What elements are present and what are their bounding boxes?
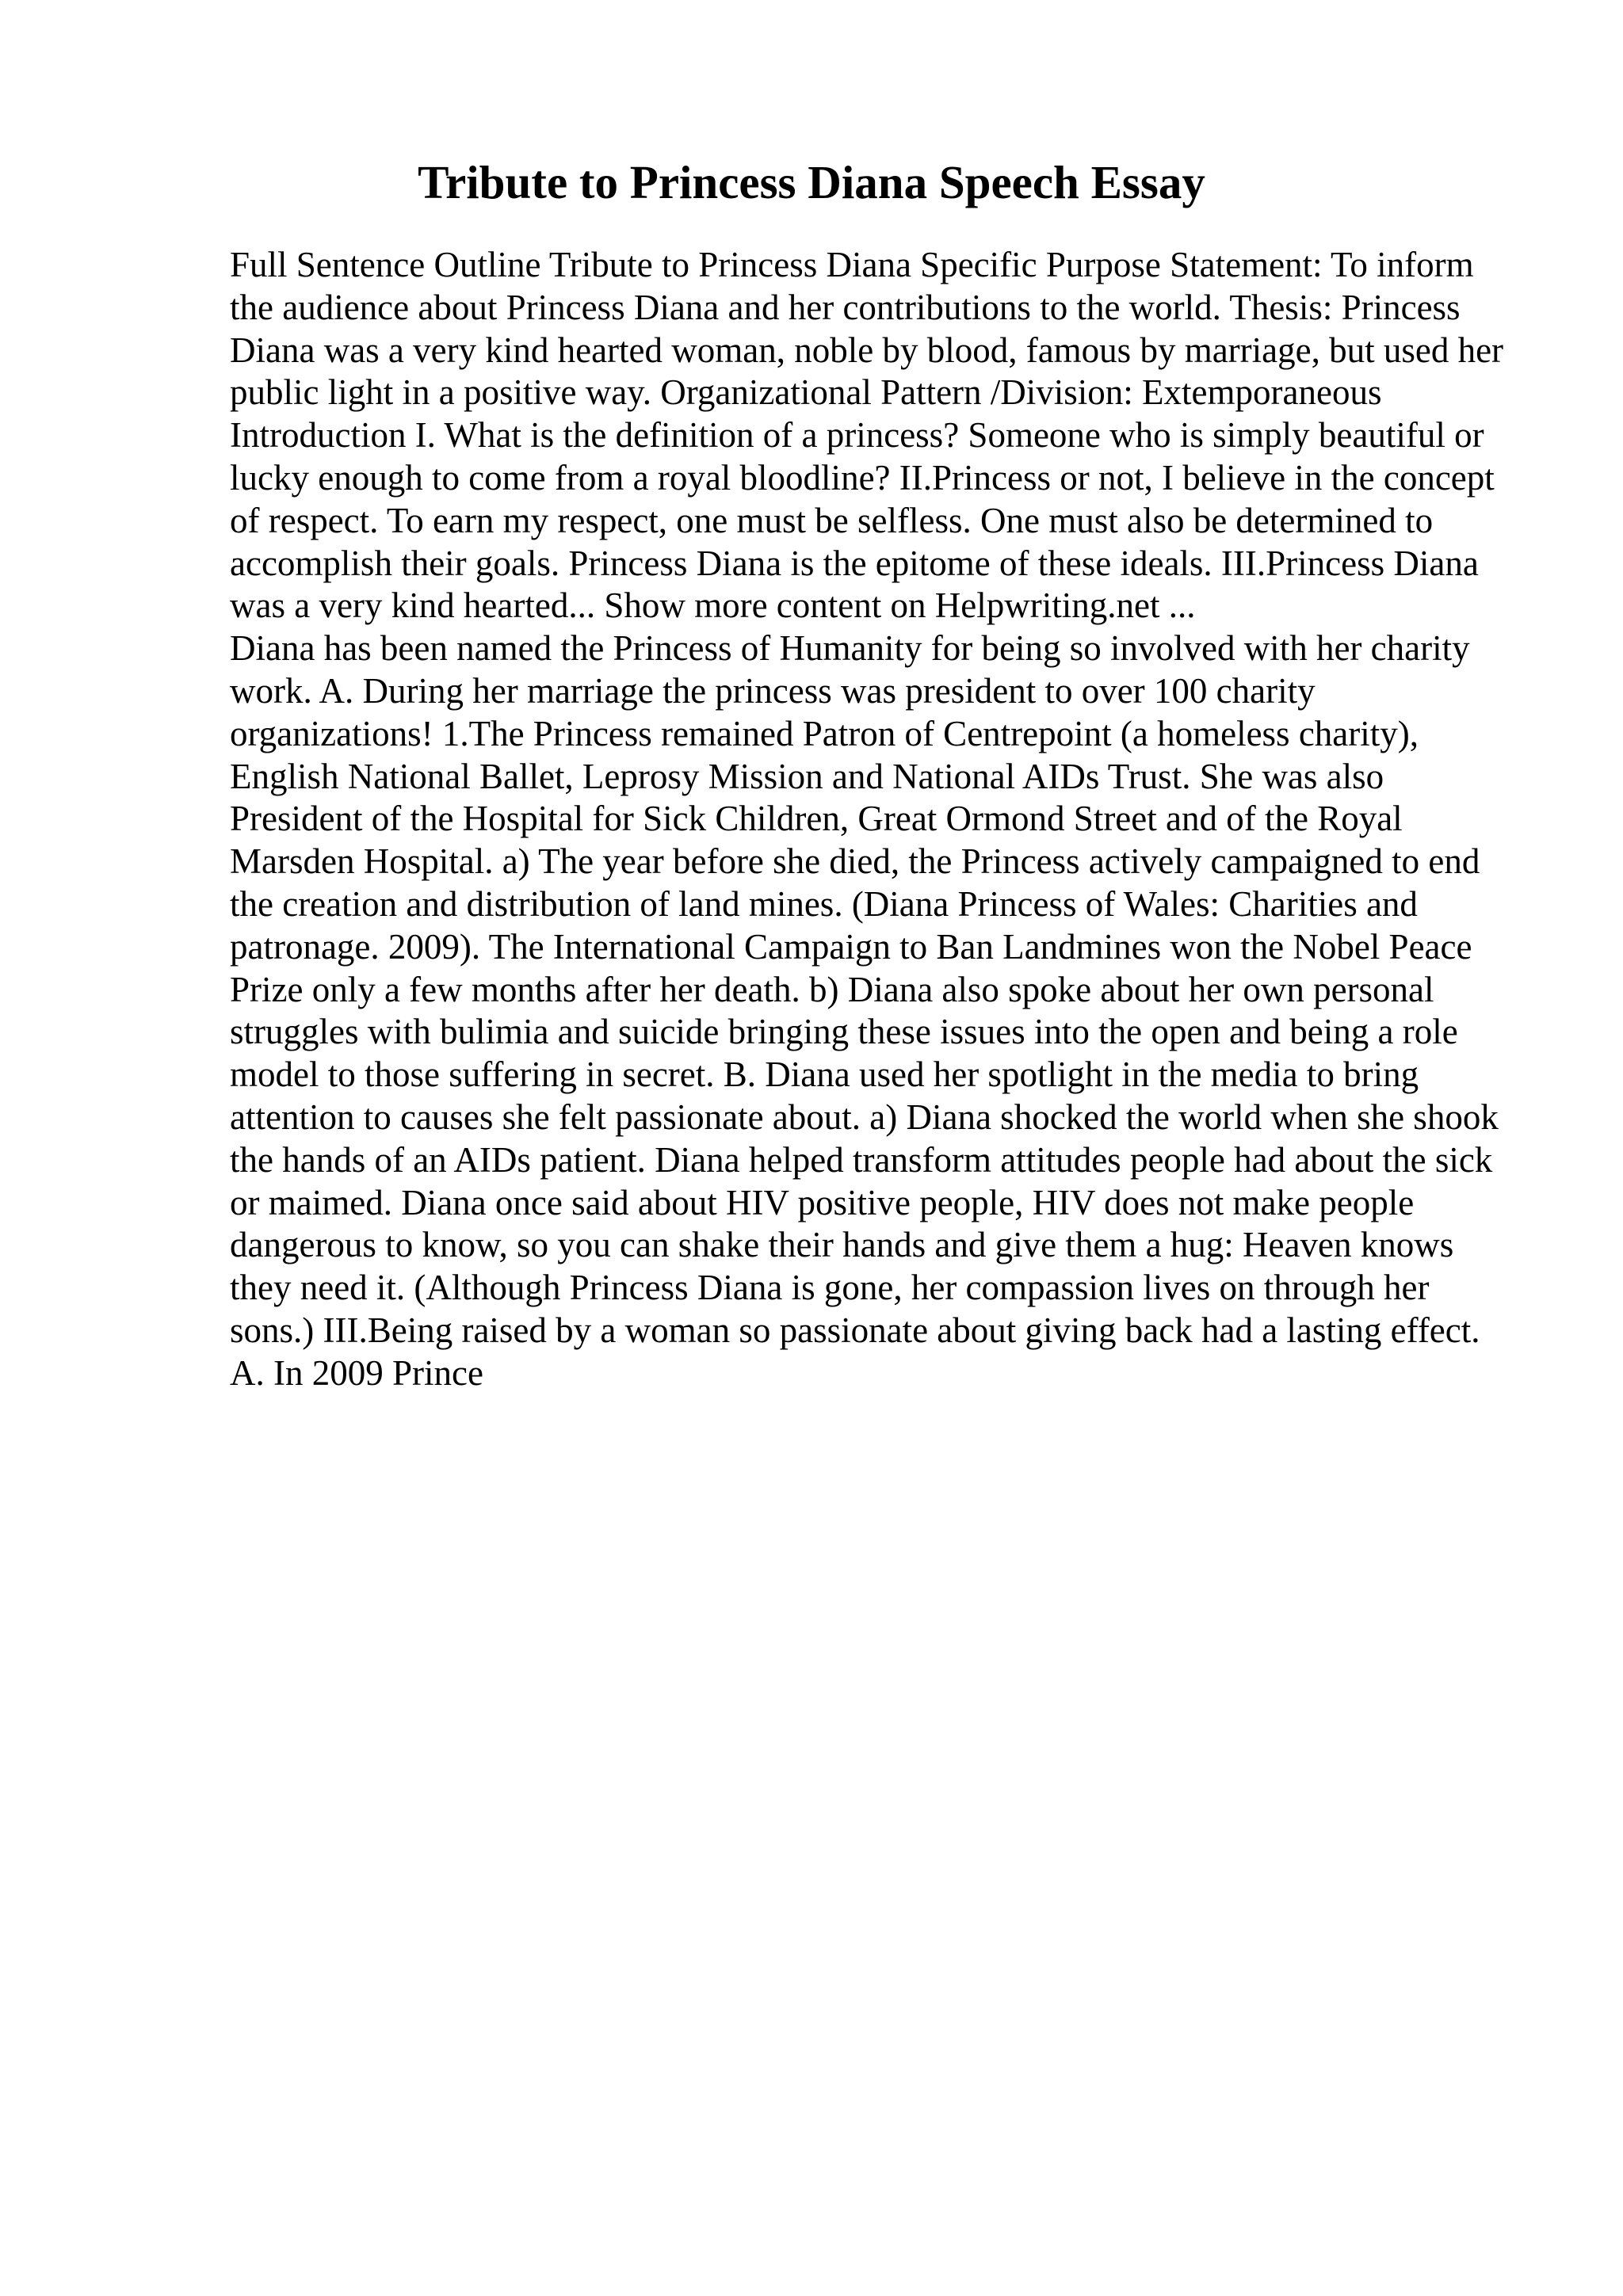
body-paragraph-1: Full Sentence Outline Tribute to Princess Diana Specific Purpose Statement: To inform the audience about Princess Diana and her contributions to the world. Thesis: Princess Diana was a very kind hearted woman, noble by blood, famous by marriage, but used her public light in a positive way. Organizational Pattern /Division: Extemporaneous Introduction I. What is the definition of a princess? Someone who is simply beautiful or lucky enough to come from a royal bloodline? II.Princess or not, I believe in the concept of respect. To earn my respect, one must be selfless. One must also be determined to accomplish their goals. Princess Diana is the epitome of these ideals. III.Princess Diana was a very kind hearted... Show more content on Helpwriting.net ... xyxy=(230,245,1504,626)
document-title: Tribute to Princess Diana Speech Essay xyxy=(418,156,1205,208)
document-body xyxy=(230,244,1514,1395)
body-paragraph-2: Diana has been named the Princess of Humanity for being so involved with her charity work. A. During her marriage the princess was president to over 100 charity organizations! 1.The Princess remained Patron of Centrepoint (a homeless charity), English National Ballet, Leprosy Mission and National AIDs Trust. She was also President of the Hospital for Sick Children, Great Ormond Street and of the Royal Marsden Hospital. a) The year before she died, the Princess actively campaigned to end the creation and distribution of land mines. (Diana Princess of Wales: Charities and patronage. 2009). The International Campaign to Ban Landmines won the Nobel Peace Prize only a few months after her death. b) Diana also spoke about her own personal struggles with bulimia and suicide bringing these issues into the open and being a role model to those suffering in secret. B. Diana used her spotlight in the media to bring attention to causes she felt passionate about. a) Diana shocked the world when she shook the hands of an AIDs patient. Diana helped transform attitudes people had about the sick or maimed. Diana once said about HIV positive people, HIV does not make people dangerous to know, so you can shake their hands and give them a hug: Heaven knows they need it. (Although Princess Diana is gone, her compassion lives on through her sons.) III.Being raised by a woman so passionate about giving back had a lasting effect. A. In 2009 Prince xyxy=(230,628,1499,1393)
